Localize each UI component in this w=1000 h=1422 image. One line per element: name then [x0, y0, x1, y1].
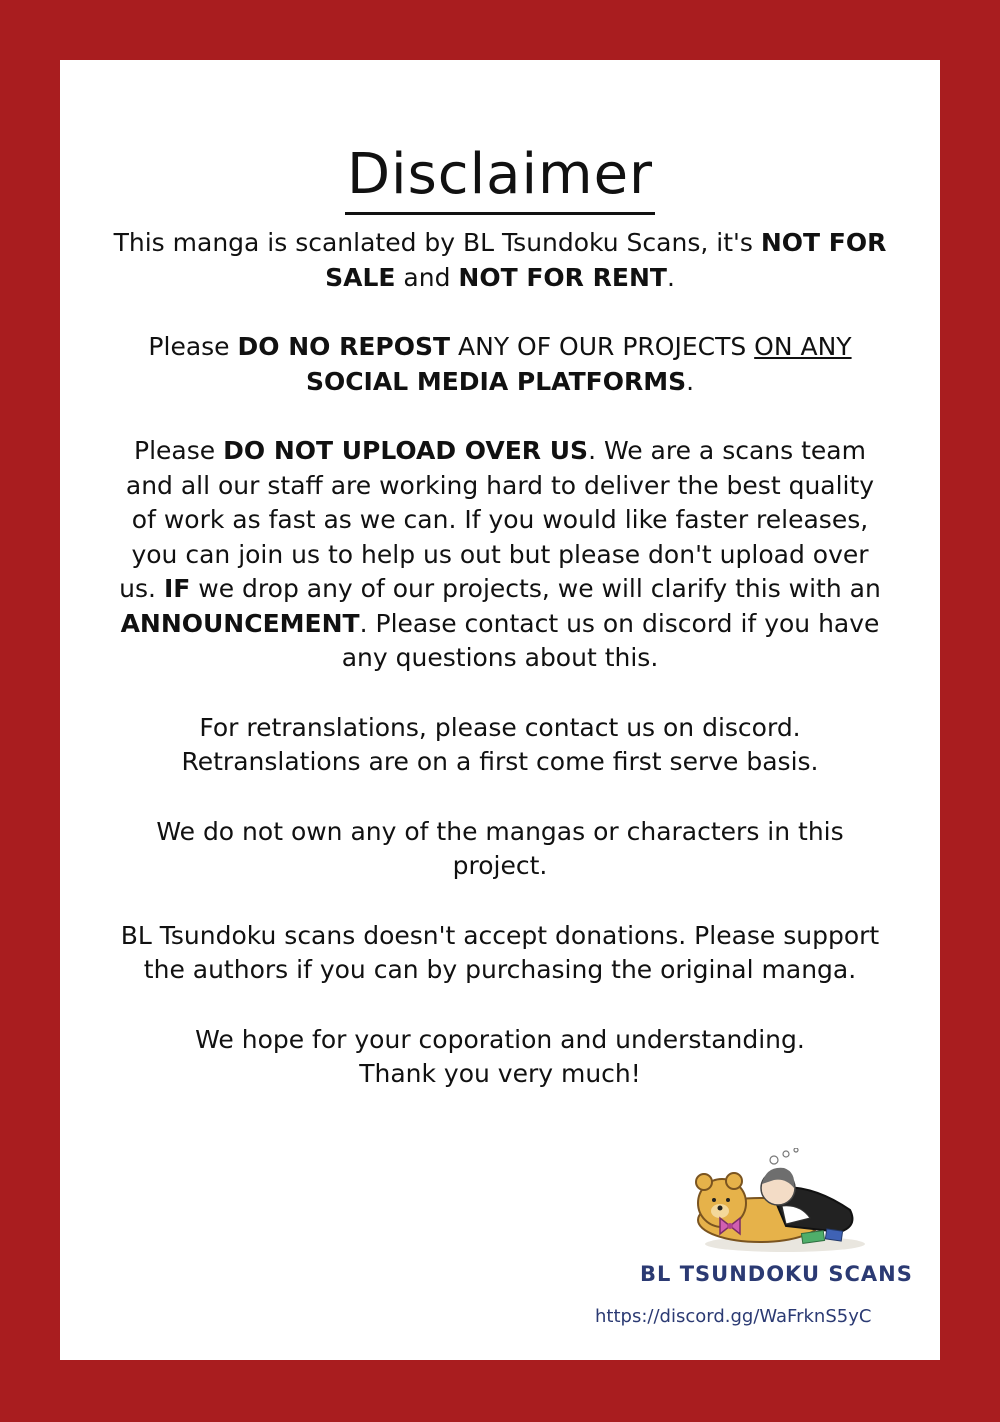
- paragraph-ownership: We do not own any of the mangas or characters in this project.: [156, 816, 844, 880]
- paragraph-donations: BL Tsundoku scans doesn't accept donations. Please support the authors if you can by purchasing the original manga.: [120, 920, 880, 984]
- paragraph-not-for-sale: This manga is scanlated by BL Tsundoku Scans, it's NOT FOR SALE and NOT FOR RENT.: [113, 228, 887, 292]
- discord-link[interactable]: https://discord.gg/WaFrknS5yC: [595, 1306, 872, 1327]
- paragraph-no-repost: Please DO NO REPOST ANY OF OUR PROJECTS ON ANY SOCIAL MEDIA PLATFORMS.: [148, 332, 852, 396]
- disclaimer-page: [60, 60, 940, 1360]
- paragraph-thanks: We hope for your coporation and understanding. Thank you very much!: [195, 1024, 805, 1088]
- paragraph-no-upload-over: Please DO NOT UPLOAD OVER US. We are a scans team and all our staff are working hard to deliver the best quality of work as fast as we can. If you would like faster releases, you can join us to help us out but please don't upload over us. IF we drop any of our projects, we will clarify this with an ANNOUNCEMENT. Please contact us on discord if you have any questions about this.: [119, 436, 881, 672]
- team-name: BL TSUNDOKU SCANS: [640, 1262, 913, 1286]
- paragraph-retranslations: For retranslations, please contact us on discord. Retranslations are on a first come first serve basis.: [181, 712, 819, 776]
- sleeping-boy-on-teddy-bear-icon: [690, 1148, 870, 1258]
- disclaimer-body: [110, 226, 890, 1127]
- page-title: Disclaimer: [60, 142, 940, 215]
